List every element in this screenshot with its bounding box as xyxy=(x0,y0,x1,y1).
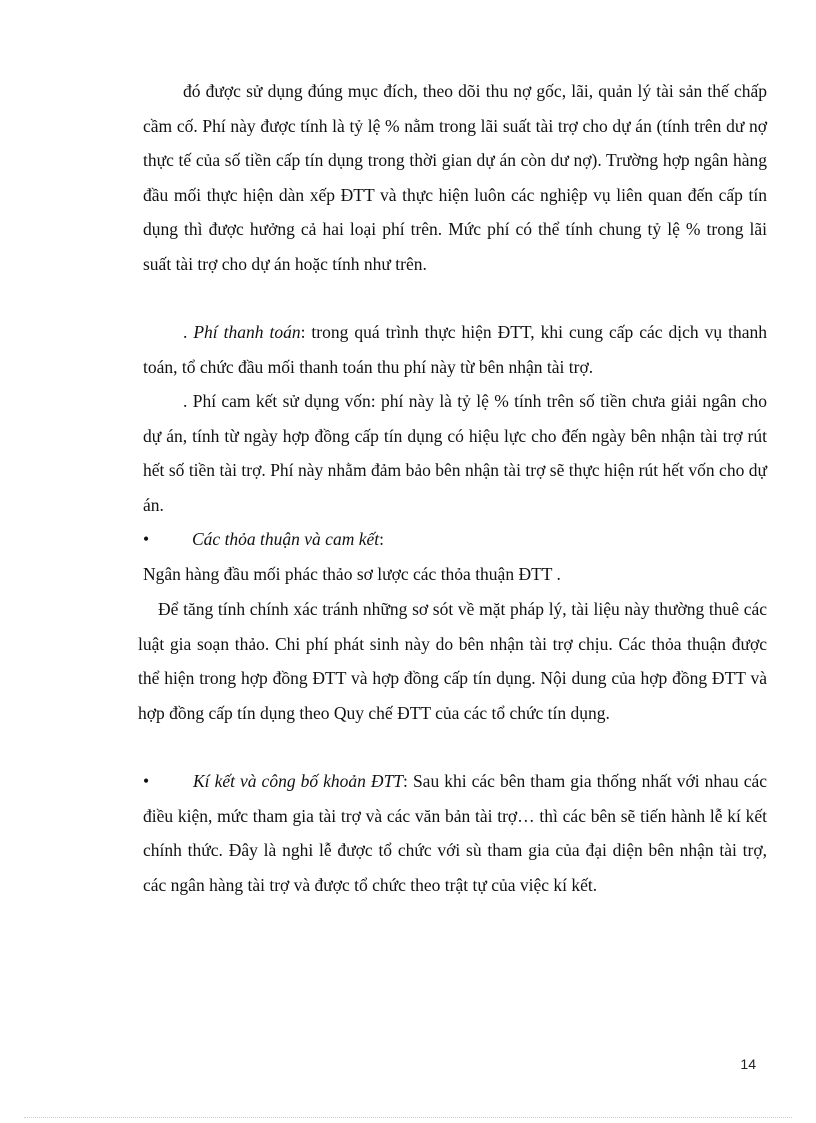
heading-agreements xyxy=(192,522,767,557)
agreements-colon: : xyxy=(379,529,384,549)
paragraph-fee-continuation: đó được sử dụng đúng mục đích, theo dõi thu nợ gốc, lãi, quản lý tài sản thế chấp cầm cố. Phí này được tính là tỷ lệ % nằm trong lãi suất tài trợ cho dự án (tính trên dư nợ thực tế của số tiền cấp tín dụng trong thời gian dự án còn dư nợ). Trường hợp ngân hàng đầu mối thực hiện dàn xếp ĐTT và thực hiện luôn các nghiệp vụ liên quan đến cấp tín dụng thì được hưởng cả hai loại phí trên. Mức phí có thể tính chung tỷ lệ % trong lãi suất tài trợ cho dự án hoặc tính như trên. xyxy=(143,81,767,274)
payment-fee-text: : trong quá trình thực hiện ĐTT, khi cung cấp các dịch vụ thanh toán, tổ chức đầu mối thanh toán thu phí này từ bên nhận tài trợ. xyxy=(143,322,767,377)
bullet-agreements: • xyxy=(143,529,150,549)
paragraph-lead-bank-draft: Ngân hàng đầu mối phác thảo sơ lược các thỏa thuận ĐTT . xyxy=(143,564,561,584)
bullet-signing: • xyxy=(143,771,150,791)
paragraph-payment-fee xyxy=(143,315,767,384)
footer-divider xyxy=(24,1117,792,1118)
payment-fee-term: Phí thanh toán xyxy=(193,322,301,342)
page-number: 14 xyxy=(740,1056,756,1072)
payment-fee-prefix: . xyxy=(183,322,194,342)
signing-text: : Sau khi các bên tham gia thống nhất với nhau các điều kiện, mức tham gia tài trợ và các văn bản tài trợ… thì các bên sẽ tiến hành lễ kí kết chính thức. Đây là nghi lễ được tổ chức với sù tham gia của đại diện bên nhận tài trợ, các ngân hàng tài trợ và được tổ chức theo trật tự của việc kí kết. xyxy=(143,771,768,895)
signing-term: Kí kết và công bố khoản ĐTT xyxy=(193,771,404,791)
paragraph-legal-accuracy: Để tăng tính chính xác tránh những sơ sót về mặt pháp lý, tài liệu này thường thuê các luật gia soạn thảo. Chi phí phát sinh này do bên nhận tài trợ chịu. Các thỏa thuận được thể hiện trong hợp đồng ĐTT và hợp đồng cấp tín dụng. Nội dung của hợp đồng ĐTT và hợp đồng cấp tín dụng theo Quy chế ĐTT của các tổ chức tín dụng. xyxy=(138,599,767,723)
paragraph-commitment-fee: . Phí cam kết sử dụng vốn: phí này là tỷ lệ % tính trên số tiền chưa giải ngân cho dự án, tính từ ngày hợp đồng cấp tín dụng có hiệu lực cho đến ngày bên nhận tài trợ rút hết số tiền tài trợ. Phí này nhằm đảm bảo bên nhận tài trợ sẽ thực hiện rút hết vốn cho dự án. xyxy=(143,391,767,515)
agreements-term: Các thỏa thuận và cam kết xyxy=(192,529,380,549)
paragraph-signing xyxy=(143,764,767,902)
